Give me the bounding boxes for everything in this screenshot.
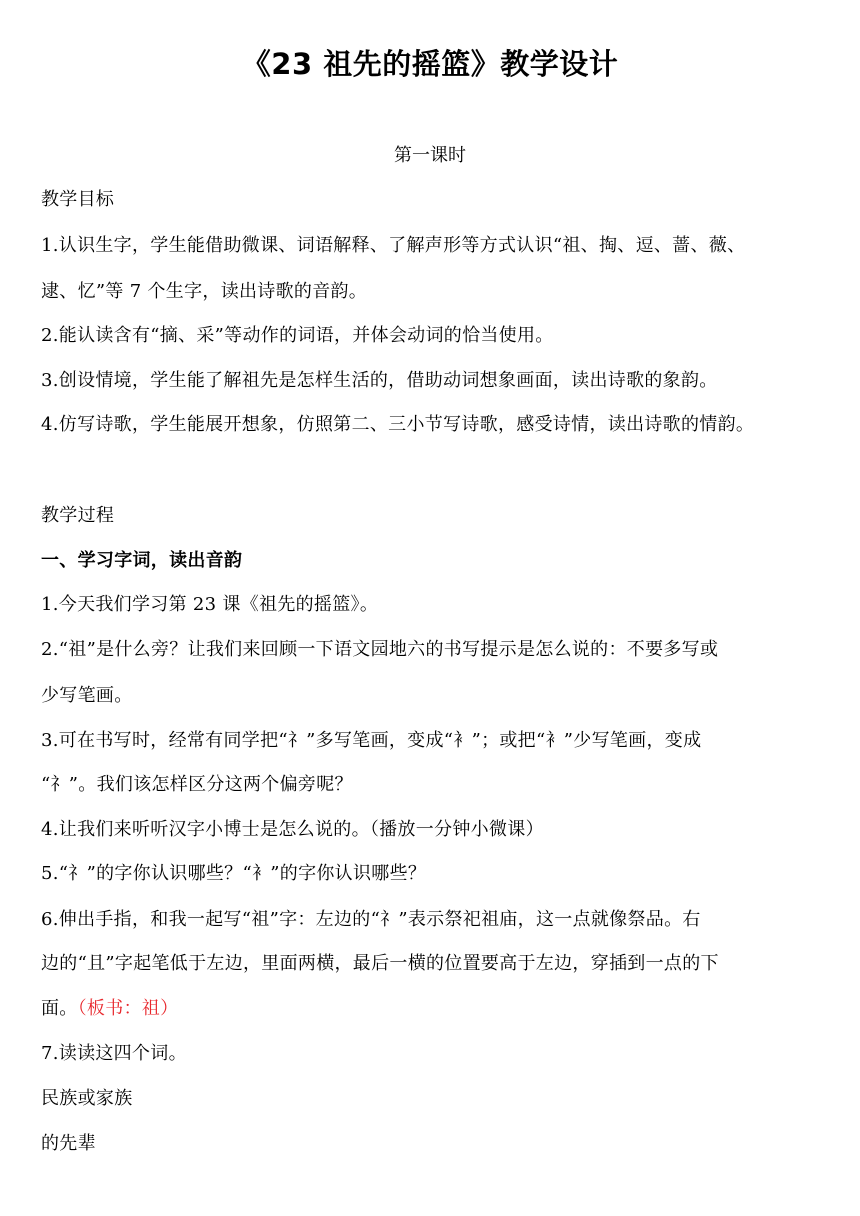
process-line: 5.“礻”的字你认识哪些？“衤”的字你认识哪些？ — [41, 863, 427, 884]
objective-line: 1.认识生字，学生能借助微课、词语解释、了解声形等方式认识“祖、掏、逗、蔷、薇、 — [41, 235, 746, 256]
process-line-text: 面。 — [41, 998, 78, 1019]
objective-line: 逮、忆”等 7 个生字，读出诗歌的音韵。 — [41, 281, 368, 302]
process-heading: 教学过程 — [41, 505, 115, 526]
section-title: 一、学习字词，读出音韵 — [41, 550, 243, 571]
process-line: 少写笔画。 — [41, 685, 133, 706]
board-note: （板书：祖） — [77, 998, 179, 1019]
lesson-period: 第一课时 — [394, 145, 466, 166]
objective-line: 2.能认读含有“摘、采”等动作的词语，并体会动词的恰当使用。 — [41, 325, 554, 346]
process-line: 7.读读这四个词。 — [41, 1043, 187, 1064]
process-line: 1.今天我们学习第 23 课《祖先的摇篮》。 — [41, 594, 379, 615]
word-definition-line: 民族或家族 — [41, 1088, 133, 1109]
process-line-with-note — [41, 997, 831, 1021]
process-line: 4.让我们来听听汉字小博士是怎么说的。（播放一分钟小微课） — [41, 819, 544, 840]
process-line: 3.可在书写时，经常有同学把“礻”多写笔画，变成“衤”；或把“衤”少写笔画，变成 — [41, 730, 702, 751]
document-title: 《23 祖先的摇篮》教学设计 — [241, 47, 619, 81]
objective-line: 4.仿写诗歌，学生能展开想象，仿照第二、三小节写诗歌，感受诗情，读出诗歌的情韵。 — [41, 414, 755, 435]
process-line: “礻”。我们该怎样区分这两个偏旁呢？ — [41, 774, 353, 795]
process-line: 6.伸出手指，和我一起写“祖”字：左边的“礻”表示祭祀祖庙，这一点就像祭品。右 — [41, 909, 701, 930]
process-line: 2.“祖”是什么旁？让我们来回顾一下语文园地六的书写提示是怎么说的：不要多写或 — [41, 639, 719, 660]
process-line: 边的“且”字起笔低于左边，里面两横，最后一横的位置要高于左边，穿插到一点的下 — [41, 953, 719, 974]
objective-line: 3.创设情境，学生能了解祖先是怎样生活的，借助动词想象画面，读出诗歌的象韵。 — [41, 370, 718, 391]
objectives-heading: 教学目标 — [41, 189, 115, 210]
word-definition-line: 的先辈 — [41, 1133, 96, 1154]
